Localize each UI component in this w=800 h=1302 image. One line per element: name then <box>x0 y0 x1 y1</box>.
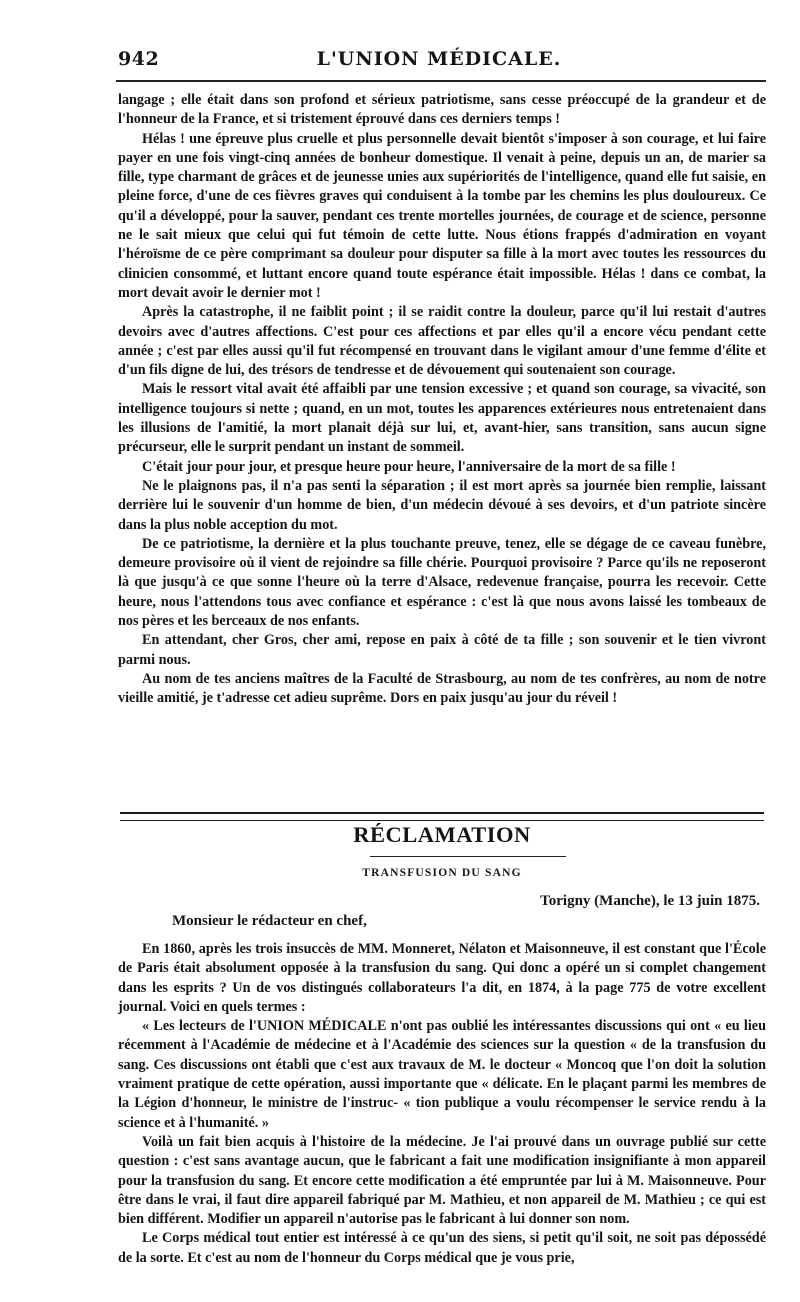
eulogy-paragraph: langage ; elle était dans son profond et sérieux patriotisme, sans cesse préoccupé de la grandeur et de l'honneur de la France, et si tristement éprouvé dans ces derniers temps ! <box>118 92 766 128</box>
eulogy-paragraph: Hélas ! une épreuve plus cruelle et plus personnelle devait bientôt s'imposer à son courage, et lui faire payer en une fois vingt-cinq années de bonheur domestique. Il venait à peine, depuis un an, de marier sa fille, type charmant de grâces et de jeunesse unies aux supériorités de l'intelligence, quand elle fut saisie, en pleine force, d'une de ces fièvres graves qui conduisent à la tombe par les chemins les plus douloureux. Ce qu'il a développé, pour la sauver, pendant ces trente mortelles journées, de courage et de science, personne ne le sait mieux que celui qui fut témoin de cette lutte. Nous étions frappés d'admiration en voyant l'héroïsme de ce père comprimant sa douleur pour disputer sa fille à la mort avec toutes les ressources du clinicien consommé, et luttant encore quand toute espérance était impossible. Hélas ! dans ce combat, la mort devait avoir le dernier mot ! <box>118 130 766 301</box>
title-underline <box>370 856 566 857</box>
letter-dateline: Torigny (Manche), le 13 juin 1875. <box>540 893 760 909</box>
eulogy-paragraph: C'était jour pour jour, et presque heure pour heure, l'anniversaire de la mort de sa fille ! <box>142 458 676 475</box>
section-subtitle: TRANSFUSION DU SANG <box>362 867 522 879</box>
running-header <box>118 48 760 74</box>
eulogy-paragraph: Mais le ressort vital avait été affaibli par une tension excessive ; et quand son courage, sa vivacité, son intelligence toujours si nette ; quand, en un mot, toutes les apparences extérieures nous entretenaient dans les illusions de l'amitié, la mort planait déjà sur lui, et, avant-hier, sans transition, sans aucun signe précurseur, elle le surprit pendant un instant de sommeil. <box>118 381 766 456</box>
page-number: 942 <box>118 48 160 70</box>
header-rule <box>116 80 766 82</box>
letter-paragraph: Le Corps médical tout entier est intéressé à ce qu'un des siens, si petit qu'il soit, ne soit pas dépossédé de la sorte. Et c'est au nom de l'honneur du Corps médical que je vous prie, <box>118 1230 766 1266</box>
section-divider <box>120 812 764 821</box>
letter-paragraph: En 1860, après les trois insuccès de MM. Monneret, Nélaton et Maisonneuve, il est constant que l'École de Paris était absolument opposée à la transfusion du sang. Qui donc a opéré un si complet changement dans les esprits ? Un de vos distingués collaborateurs l'a dit, en 1874, à la page 775 de votre excellent journal. Voici en quels termes : <box>118 941 766 1015</box>
eulogy-paragraph: Ne le plaignons pas, il n'a pas senti la séparation ; il est mort après sa journée bien remplie, laissant derrière lui le souvenir d'un homme de bien, d'un médecin dévoué à ses devoirs, et d'un patriote sincère dans la plus noble acception du mot. <box>118 477 766 533</box>
eulogy-text <box>118 91 766 709</box>
letter-text <box>118 940 766 1268</box>
eulogy-paragraph: En attendant, cher Gros, cher ami, repose en paix à côté de ta fille ; son souvenir et le tien vivront parmi nous. <box>118 632 766 668</box>
eulogy-paragraph: Après la catastrophe, il ne faiblit point ; il se raidit contre la douleur, parce qu'il lui restait d'autres devoirs avec d'autres affections. C'est pour ces affections et par elles qu'il a encore vécu pendant cette année ; c'est par elles aussi qu'il fut récompensé en trouvant dans le vigilant amour d'une femme d'élite et d'un fils digne de lui, des trésors de tendresse et de dévouement qui soutenaient son courage. <box>118 304 766 379</box>
letter-paragraph: Voilà un fait bien acquis à l'histoire de la médecine. Je l'ai prouvé dans un ouvrage publié sur cette question : c'est sans avantage aucun, que le fabricant a fait une modification insignifiante à mon appareil pour la transfusion du sang. Et encore cette modification a été empruntée par lui à M. Maisonneuve. Pour être dans le vrai, il faut dire appareil fabriqué par M. Mathieu, et non appareil de M. Mathieu ; ce qui est bien différent. Modifier un appareil n'autorise pas le fabricant à lui donner son nom. <box>118 1133 766 1228</box>
section-title: RÉCLAMATION <box>353 822 531 847</box>
letter-quote: « Les lecteurs de l'UNION MÉDICALE n'ont pas oublié les intéressantes discussions qui ont « eu lieu récemment à l'Académie de médecine et à l'Académie des sciences sur la question « de la transfusion du sang. Ces discussions ont établi que c'est aux travaux de M. le docteur « Moncoq que l'on doit la solution vraiment pratique de cette opération, aussi importante que « délicate. En le plaçant parmi les membres de la Légion d'honneur, le ministre de l'instruc- « tion publique a voulu récompenser le service rendu à la science et à l'humanité. » <box>118 1018 766 1131</box>
letter-salutation: Monsieur le rédacteur en chef, <box>172 913 367 929</box>
eulogy-paragraph: Au nom de tes anciens maîtres de la Faculté de Strasbourg, au nom de tes confrères, au nom de notre vieille amitié, je t'adresse cet adieu suprême. Dors en paix jusqu'au jour du réveil ! <box>118 670 766 707</box>
eulogy-paragraph: De ce patriotisme, la dernière et la plus touchante preuve, tenez, elle se dégage de ce caveau funèbre, demeure provisoire où il vient de rejoindre sa fille chérie. Pourquoi provisoire ? Parce qu'ils ne reposeront là que jusqu'à ce que sonne l'heure où la terre d'Alsace, redevenue française, pourra les recevoir. Cette heure, nous l'attendons tous avec confiance et espérance : c'est là que nous avons laissé les tombeaux de nos pères et les berceaux de nos enfants. <box>118 535 766 630</box>
journal-title: L'UNION MÉDICALE. <box>316 48 562 70</box>
